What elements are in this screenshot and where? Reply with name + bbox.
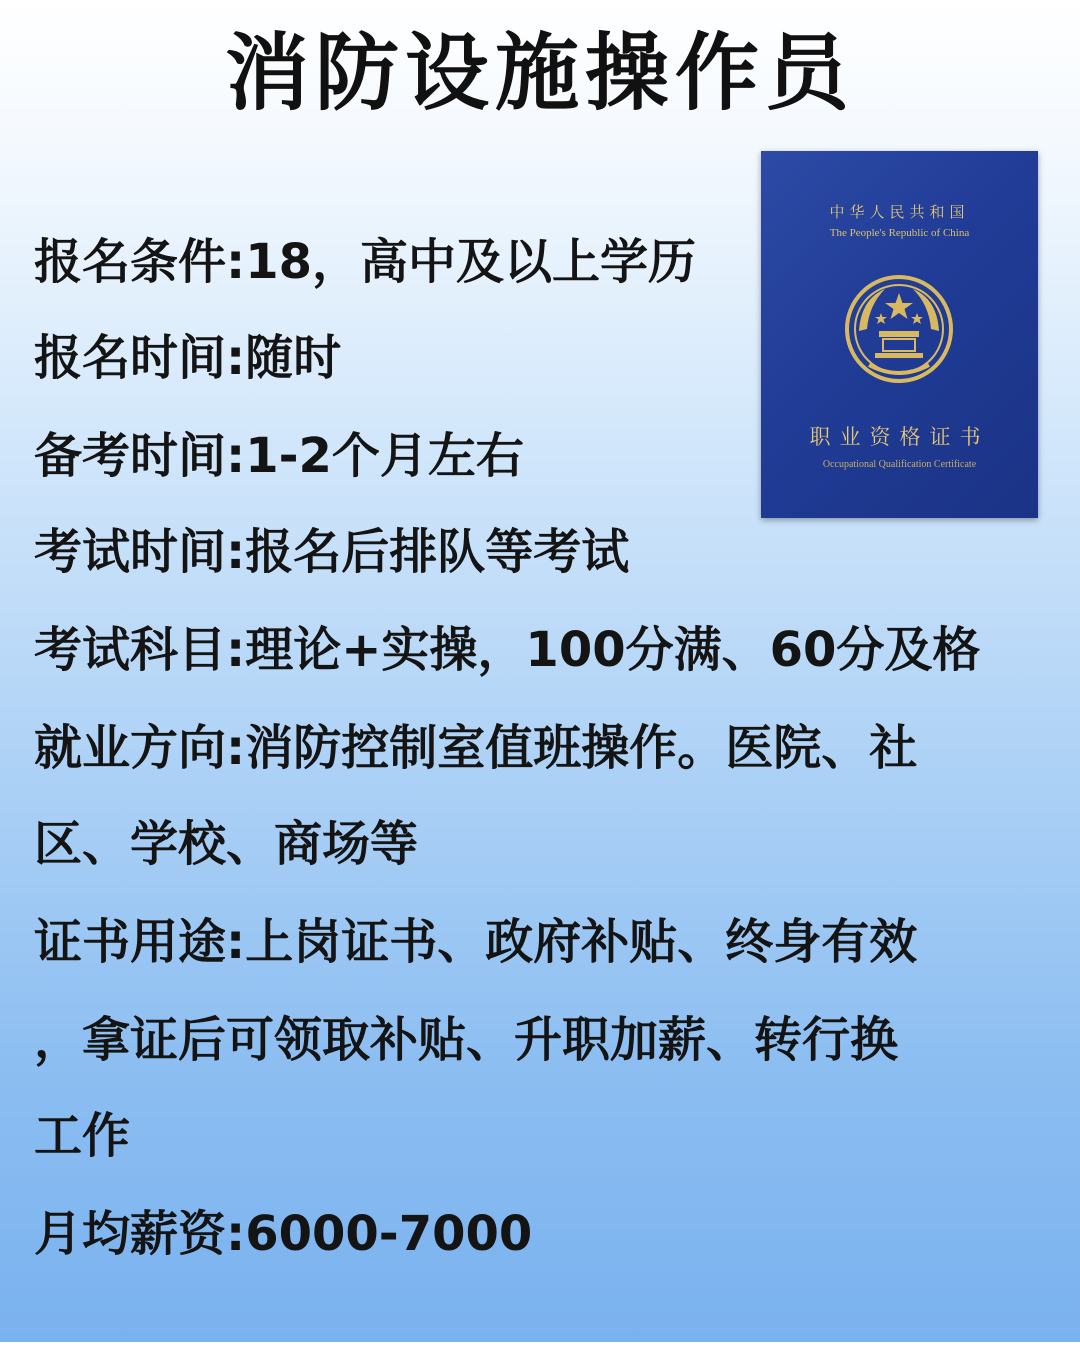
info-line-certificate-use: 证书用途:上岗证书、政府补贴、终身有效: [34, 914, 918, 970]
certificate-name-cn: 职业资格证书: [809, 425, 990, 449]
info-line-monthly-salary: 月均薪资:6000-7000: [34, 1206, 533, 1262]
info-line-employment-direction-cont: 区、学校、商场等: [34, 816, 419, 872]
info-line-registration-requirement: 报名条件:18，高中及以上学历: [34, 234, 696, 290]
national-emblem-icon: [839, 269, 959, 389]
info-line-preparation-time: 备考时间:1-2个月左右: [34, 428, 524, 484]
certificate-name-en: Occupational Qualification Certificate: [822, 459, 977, 470]
info-line-registration-time: 报名时间:随时: [34, 330, 342, 386]
info-line-certificate-use-end: 工作: [34, 1108, 131, 1164]
info-line-exam-subjects: 考试科目:理论+实操，100分满、60分及格: [34, 622, 981, 678]
certificate-country-en: The People's Republic of China: [829, 227, 970, 239]
certificate-country-cn: 中华人民共和国: [829, 203, 970, 221]
info-line-employment-direction: 就业方向:消防控制室值班操作。医院、社: [34, 720, 918, 776]
certificate-image: [761, 151, 1038, 518]
info-line-certificate-use-cont: ，拿证后可领取补贴、升职加薪、转行换: [34, 1012, 899, 1068]
page-title: 消防设施操作员: [224, 24, 855, 122]
info-line-exam-time: 考试时间:报名后排队等考试: [34, 524, 630, 580]
